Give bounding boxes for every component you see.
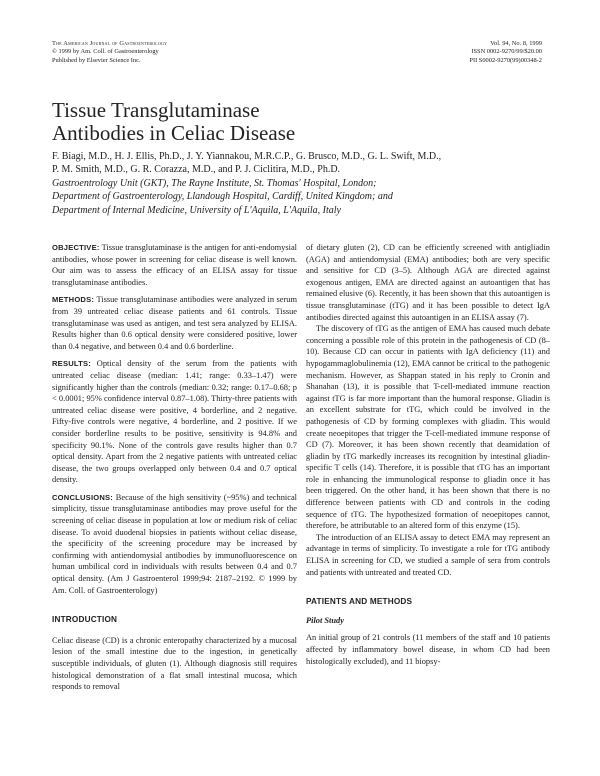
copyright-line: © 1999 by Am. Coll. of Gastroenterology [52,48,159,56]
conclusions-text: Because of the high sensitivity (~95%) and technical simplicity, tissue transglutaminase antibodies may prove useful for the screening of celiac disease in population at low or medium risk of celiac disease. To avoid duodenal biopsies in patients without celiac disease, the specificity of the screening procedure may be increased by confirming with antiendomysial antibodies by immunofluorescence on human umbilical cord in individuals with results between 0.4 and 0.7 optical density. (Am J Gastroenterol 1999;94: 2187–2192. © 1999 by Am. Coll. of Gastroenterology) [52,492,297,595]
methods-text: Tissue transglutaminase antibodies were analyzed in serum from 39 untreated celiac disease patients and 61 controls. Tissue transglutaminase was used as antigen, and test sera analyzed by ELISA. Results higher than 0.6 optical density were considered positive, lower than 0.4 negative, and between 0.4 and 0.6 borderline. [52,295,297,351]
article-title [52,99,295,145]
volume-line: Vol. 94, No. 8, 1999 [490,40,542,47]
intro-paragraph-3: The introduction of an ELISA assay to detect EMA may represent an advantage in terms of simplicity. To investigate a role for tTG antibody ELISA in screening for CD, we studied a sample of sera from controls and patients with untreated and treated CD. [306,532,550,577]
pilot-study-subheading: Pilot Study [306,615,344,625]
results-text: Optical density of the serum from the patients with untreated celiac disease (median: 1.41; range: 0.33–1.47) were significantly higher than the controls (median: 0.32; range: 0.17–0.68; p < 0.0001; 95% confidence interval 0.87–1.08). Thirty-three patients with untreated celiac disease were positive, 4 borderline, and 2 negative. Fifty-five controls were negative, 4 borderline, and 2 positive. If we consider borderline results to be positive, sensitivity is 94.8% and specificity 90.1%. None of the controls gave results higher than 0.7 optical density. Apart from the 2 negative patients with untreated celiac disease, the two groups overlapped only between 0.4 and 0.7 optical density. [52,359,298,485]
pii-line: PII S0002-9270(99)00348-2 [469,56,542,64]
affiliations [52,177,552,217]
affiliation-line-3: Department of Internal Medicine, University of L'Aquila, L'Aquila, Italy [52,204,341,216]
right-column [306,242,550,667]
patients-methods-heading: PATIENTS AND METHODS [306,597,413,607]
affiliation-line-2: Department of Gastroenterology, Llandough Hospital, Cardiff, United Kingdom; and [52,191,393,203]
title-line-2: Antibodies in Celiac Disease [52,121,296,145]
journal-name: The American Journal of Gastroenterology [52,40,168,47]
abstract-results [52,358,297,486]
issn-line: ISSN 0002-9270/99/$20.00 [471,48,542,56]
authors-line-1: F. Biagi, M.D., H. J. Ellis, Ph.D., J. Y. Yiannakou, M.R.C.P., G. Brusco, M.D., G. L. Swift, M.D., [52,151,442,162]
left-column [52,242,297,693]
abstract-conclusions [52,492,297,596]
authors-line-2: P. M. Smith, M.D., G. R. Corazza, M.D., and P. J. Ciclitira, M.D., Ph.D. [52,164,341,175]
methods-label: METHODS: [52,295,95,305]
title-line-1: Tissue Transglutaminase [52,98,260,122]
intro-paragraph-1-continued: of dietary gluten (2), CD can be efficiently screened with antigliadin (AGA) and antiendomysial (EMA) antibodies; both are very specific and sensitive for CD (3–5). Although AGA are directed against exogenous antigen, EMA are directed against an autoantigen that has remained elusive (6). Recently, it has been shown that this autoantigen is tissue transglutaminase (tTG) and it has been possible to detect IgA antibodies directed against this autoantigen in an ELISA assay (7). [306,243,550,322]
affiliation-line-1: Gastroentrology Unit (GKT), The Rayne Institute, St. Thomas' Hospital, London; [52,178,377,189]
abstract-objective [52,242,297,288]
intro-paragraph-2: The discovery of tTG as the antigen of EMA has caused much debate concerning a possible role of this protein in the pathogenesis of CD (8–10). Because CD can occur in patients with IgA deficiency (11) and hypogammaglobulinemia (12), EMA cannot be critical to the pathogenic mechanism. However, as Shappan stated in his reply to Cronin and Shanahan (13), it is possible that T-cell-mediated immune reaction against tTG is far more important than the humoral response. Gliadin is an excellent substrate for tTG, which could be involved in the pathogenesis of CD by forming complexes with gliadin. This would create neoepitopes that trigger the T-cell-mediated immune response of CD (7). Moreover, it has been shown recently that deamidation of gliadin by tTG markedly increases its recognition by intestinal gliadin-specific T cells (14). Therefore, it is possible that tTG has an important role in enhancing the immunological response to gliadin once it has been triggered. On the other hand, it has been shown that there is no difference between patients with CD and controls in the coding sequence of tTG. The hypothesized formation of neoepitopes cannot, therefore, be attributable to an altered form of this enzyme (15). [306,324,550,531]
objective-label: OBJECTIVE: [52,243,100,252]
results-label: RESULTS: [52,359,92,369]
intro-paragraph-1: Celiac disease (CD) is a chronic enteropathy characterized by a mucosal lesion of the small intestine due to the ingestion, in genetically susceptible individuals, of gluten (1). Although diagnosis still requires histological demonstration of a flat small intestinal mucosa, which responds to removal [52,635,297,692]
pilot-study-paragraph: An initial group of 21 controls (11 members of the staff and 10 patients affected by inflammatory bowel disease, in whom CD had been histologically excluded), and 11 biopsy- [306,633,550,666]
author-list [52,150,552,176]
abstract-methods [52,294,297,352]
conclusions-label: CONCLUSIONS: [52,492,114,502]
objective-text: Tissue transglutaminase is the antigen for anti-endomysial antibodies, whose power in screening for celiac disease is well known. Our aim was to assess the efficacy of an ELISA assay for tissue transglutaminase antibodies. [52,243,297,287]
introduction-heading: INTRODUCTION [52,615,118,625]
journal-header-left [52,40,167,65]
journal-header-right [469,40,542,65]
publisher-line: Published by Elsevier Science Inc. [52,56,141,64]
